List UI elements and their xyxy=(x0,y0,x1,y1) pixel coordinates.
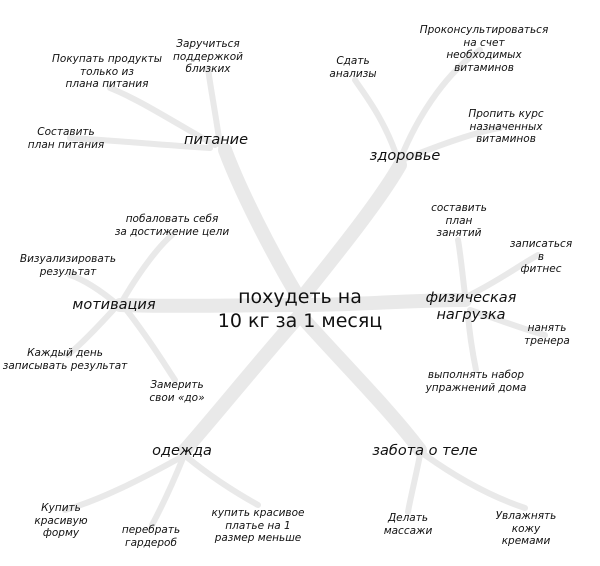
category-motivation: мотивация xyxy=(72,297,156,313)
twig-measure-before xyxy=(125,308,175,380)
leaf-sign-up-fitness: записаться в фитнес xyxy=(509,238,573,276)
leaf-buy-sportswear: Купить красивую форму xyxy=(34,502,88,540)
leaf-moisturize: Увлажнять кожу кремами xyxy=(495,510,557,548)
category-body-care: забота о теле xyxy=(372,443,478,459)
leaf-enlist-support: Заручиться поддержкой близких xyxy=(173,38,243,76)
leaf-reward-self: побаловать себя за достижение цели xyxy=(114,213,230,238)
leaf-visualize: Визуализировать результат xyxy=(19,253,117,278)
twig-massages xyxy=(408,455,420,512)
twig-moisturize xyxy=(425,455,525,508)
leaf-buy-products: Покупать продукты только из плана питания xyxy=(52,53,162,91)
leaf-take-tests: Сдать анализы xyxy=(329,55,377,80)
branch-nutrition xyxy=(225,150,300,300)
twig-buy-dress xyxy=(188,458,258,505)
category-clothes: одежда xyxy=(152,443,212,459)
category-physical-activity: физическая нагрузка xyxy=(425,290,517,324)
twig-training-plan xyxy=(458,240,465,295)
leaf-hire-trainer: нанять тренера xyxy=(524,322,570,347)
leaf-record-daily: Каждый день записывать результат xyxy=(2,347,128,372)
leaf-measure-before: Замерить свои «до» xyxy=(149,379,205,404)
leaf-massages: Делать массажи xyxy=(383,512,433,537)
branch-health xyxy=(300,165,400,300)
leaf-training-plan: составить план занятий xyxy=(431,202,487,240)
branch-body-care xyxy=(300,315,420,450)
twig-reward-self xyxy=(120,235,172,305)
leaf-vitamin-course: Пропить курс назначенных витаминов xyxy=(468,108,544,146)
leaf-home-exercises: выполнять набор упражнений дома xyxy=(425,369,527,394)
leaf-buy-dress: купить красивое платье на 1 размер меньше xyxy=(211,507,305,545)
category-health: здоровье xyxy=(369,148,441,164)
category-nutrition: питание xyxy=(183,132,249,148)
leaf-sort-wardrobe: перебрать гардероб xyxy=(121,524,181,549)
leaf-consult-vitamins: Проконсультироваться на счет необходимых витаминов xyxy=(419,24,549,74)
central-goal: похудеть на 10 кг за 1 месяц xyxy=(217,286,383,332)
leaf-make-plan: Составить план питания xyxy=(27,126,105,151)
